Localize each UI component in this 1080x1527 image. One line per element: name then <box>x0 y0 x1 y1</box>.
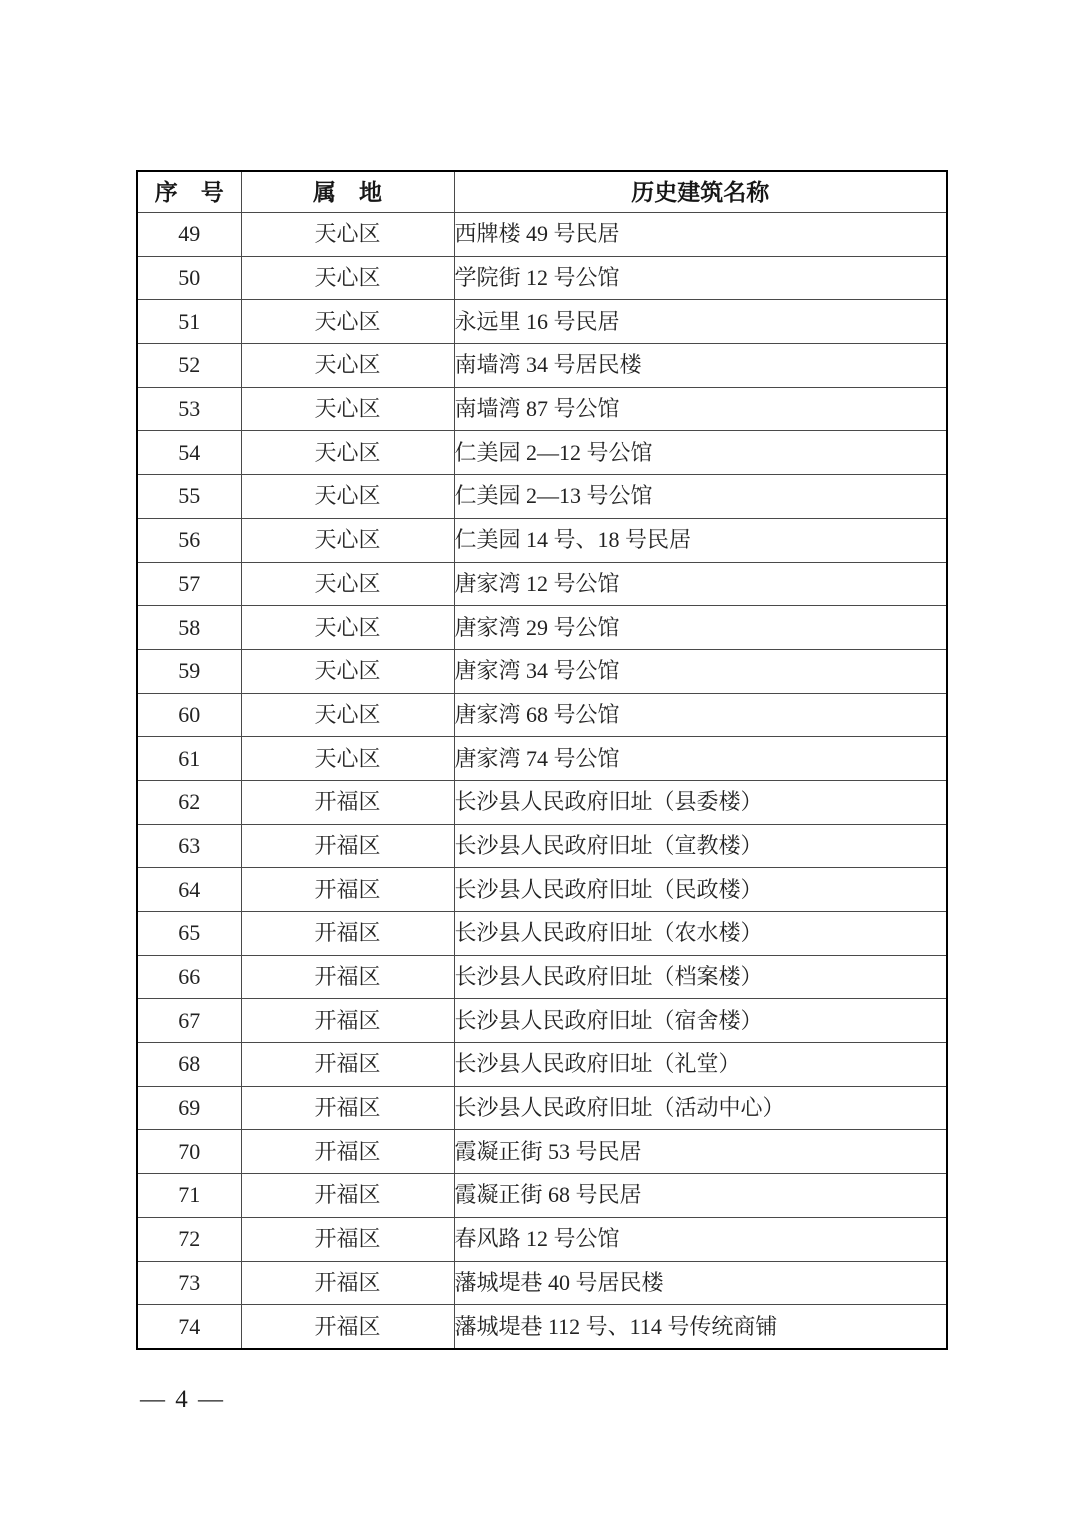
cell-serial-number: 51 <box>137 300 241 344</box>
cell-serial-number: 74 <box>137 1305 241 1349</box>
table-row <box>137 431 947 475</box>
cell-building-name: 长沙县人民政府旧址（档案楼） <box>454 955 947 999</box>
cell-district: 开福区 <box>241 955 454 999</box>
cell-serial-number: 69 <box>137 1086 241 1130</box>
cell-district: 开福区 <box>241 868 454 912</box>
table-row <box>137 344 947 388</box>
table-row <box>137 518 947 562</box>
cell-building-name: 长沙县人民政府旧址（活动中心） <box>454 1086 947 1130</box>
table-header <box>137 171 947 213</box>
historic-buildings-table <box>136 170 948 1350</box>
cell-district: 天心区 <box>241 344 454 388</box>
cell-serial-number: 55 <box>137 475 241 519</box>
cell-building-name: 仁美园 2—12 号公馆 <box>454 431 947 475</box>
table-row <box>137 1043 947 1087</box>
cell-building-name: 长沙县人民政府旧址（县委楼） <box>454 780 947 824</box>
table-row <box>137 606 947 650</box>
table-row <box>137 213 947 257</box>
cell-serial-number: 70 <box>137 1130 241 1174</box>
cell-district: 天心区 <box>241 213 454 257</box>
cell-district: 天心区 <box>241 475 454 519</box>
cell-district: 开福区 <box>241 912 454 956</box>
cell-building-name: 学院街 12 号公馆 <box>454 256 947 300</box>
page-number: — 4 — <box>140 1386 225 1413</box>
cell-building-name: 仁美园 2—13 号公馆 <box>454 475 947 519</box>
cell-district: 天心区 <box>241 649 454 693</box>
cell-district: 开福区 <box>241 1174 454 1218</box>
table-row <box>137 1086 947 1130</box>
cell-building-name: 长沙县人民政府旧址（宿舍楼） <box>454 999 947 1043</box>
table-row <box>137 780 947 824</box>
cell-district: 开福区 <box>241 824 454 868</box>
table-row <box>137 1174 947 1218</box>
table-row <box>137 562 947 606</box>
header-row <box>137 171 947 213</box>
cell-district: 开福区 <box>241 1261 454 1305</box>
cell-district: 天心区 <box>241 431 454 475</box>
cell-building-name: 霞凝正街 53 号民居 <box>454 1130 947 1174</box>
table-row <box>137 300 947 344</box>
table-row <box>137 1217 947 1261</box>
cell-building-name: 南墙湾 87 号公馆 <box>454 387 947 431</box>
cell-building-name: 唐家湾 29 号公馆 <box>454 606 947 650</box>
table-row <box>137 649 947 693</box>
cell-building-name: 藩城堤巷 112 号、114 号传统商铺 <box>454 1305 947 1349</box>
cell-serial-number: 53 <box>137 387 241 431</box>
cell-serial-number: 64 <box>137 868 241 912</box>
header-serial-number: 序 号 <box>137 171 241 213</box>
cell-serial-number: 56 <box>137 518 241 562</box>
table-row <box>137 955 947 999</box>
table-row <box>137 1305 947 1349</box>
cell-district: 开福区 <box>241 999 454 1043</box>
table-row <box>137 912 947 956</box>
cell-serial-number: 62 <box>137 780 241 824</box>
cell-district: 天心区 <box>241 387 454 431</box>
cell-building-name: 唐家湾 68 号公馆 <box>454 693 947 737</box>
cell-district: 天心区 <box>241 300 454 344</box>
cell-building-name: 长沙县人民政府旧址（农水楼） <box>454 912 947 956</box>
cell-serial-number: 49 <box>137 213 241 257</box>
cell-district: 天心区 <box>241 562 454 606</box>
table-row <box>137 693 947 737</box>
table-body <box>137 213 947 1349</box>
cell-building-name: 霞凝正街 68 号民居 <box>454 1174 947 1218</box>
cell-serial-number: 65 <box>137 912 241 956</box>
cell-serial-number: 59 <box>137 649 241 693</box>
cell-district: 开福区 <box>241 1130 454 1174</box>
cell-serial-number: 71 <box>137 1174 241 1218</box>
header-district: 属 地 <box>241 171 454 213</box>
table-row <box>137 256 947 300</box>
cell-serial-number: 52 <box>137 344 241 388</box>
cell-district: 天心区 <box>241 518 454 562</box>
cell-serial-number: 67 <box>137 999 241 1043</box>
cell-serial-number: 54 <box>137 431 241 475</box>
cell-serial-number: 73 <box>137 1261 241 1305</box>
cell-serial-number: 57 <box>137 562 241 606</box>
cell-district: 开福区 <box>241 1217 454 1261</box>
cell-district: 开福区 <box>241 1086 454 1130</box>
cell-district: 天心区 <box>241 256 454 300</box>
table-row <box>137 868 947 912</box>
cell-serial-number: 66 <box>137 955 241 999</box>
cell-building-name: 藩城堤巷 40 号居民楼 <box>454 1261 947 1305</box>
cell-district: 开福区 <box>241 1043 454 1087</box>
cell-building-name: 长沙县人民政府旧址（礼堂） <box>454 1043 947 1087</box>
cell-serial-number: 58 <box>137 606 241 650</box>
cell-serial-number: 63 <box>137 824 241 868</box>
cell-building-name: 南墙湾 34 号居民楼 <box>454 344 947 388</box>
cell-district: 开福区 <box>241 780 454 824</box>
cell-building-name: 西牌楼 49 号民居 <box>454 213 947 257</box>
table-row <box>137 475 947 519</box>
cell-district: 天心区 <box>241 606 454 650</box>
header-building-name: 历史建筑名称 <box>454 171 947 213</box>
table-row <box>137 737 947 781</box>
cell-serial-number: 68 <box>137 1043 241 1087</box>
cell-building-name: 春风路 12 号公馆 <box>454 1217 947 1261</box>
cell-serial-number: 61 <box>137 737 241 781</box>
cell-district: 天心区 <box>241 693 454 737</box>
cell-building-name: 仁美园 14 号、18 号民居 <box>454 518 947 562</box>
cell-district: 开福区 <box>241 1305 454 1349</box>
table-row <box>137 824 947 868</box>
cell-district: 天心区 <box>241 737 454 781</box>
cell-building-name: 长沙县人民政府旧址（宣教楼） <box>454 824 947 868</box>
cell-serial-number: 50 <box>137 256 241 300</box>
table-row <box>137 387 947 431</box>
cell-building-name: 唐家湾 34 号公馆 <box>454 649 947 693</box>
cell-building-name: 永远里 16 号民居 <box>454 300 947 344</box>
cell-building-name: 长沙县人民政府旧址（民政楼） <box>454 868 947 912</box>
cell-serial-number: 72 <box>137 1217 241 1261</box>
cell-serial-number: 60 <box>137 693 241 737</box>
cell-building-name: 唐家湾 74 号公馆 <box>454 737 947 781</box>
cell-building-name: 唐家湾 12 号公馆 <box>454 562 947 606</box>
table-row <box>137 1130 947 1174</box>
table-row <box>137 999 947 1043</box>
table-row <box>137 1261 947 1305</box>
